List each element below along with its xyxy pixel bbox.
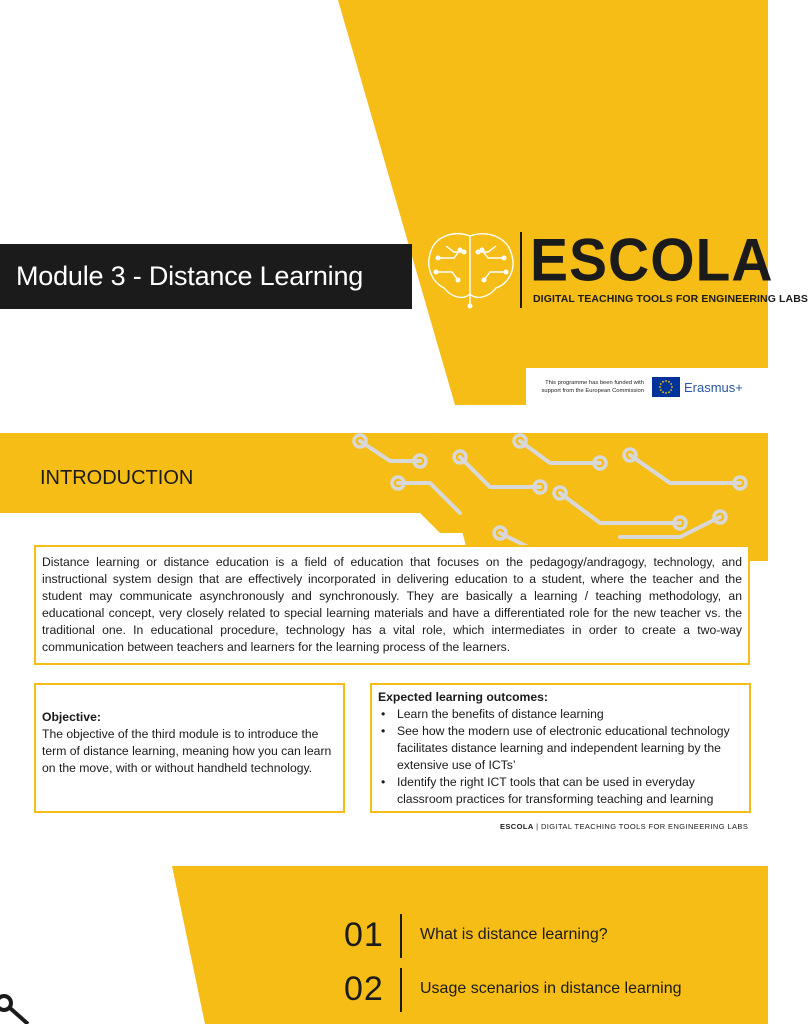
list-item: • Identify the right ICT tools that can be used in everyday classroom practices for transforming teaching and learning <box>378 774 743 808</box>
funding-text <box>526 379 652 395</box>
slide-contents <box>0 866 768 1024</box>
slide-introduction <box>0 433 768 838</box>
logo-wordmark: ESCOLA <box>530 226 774 295</box>
eu-flag-icon <box>652 377 680 397</box>
slide-background <box>0 0 768 405</box>
objective-box <box>34 683 345 813</box>
outcomes-heading: Expected learning outcomes: <box>378 690 548 704</box>
footer-separator: | <box>536 822 539 831</box>
erasmus-label: Erasmus+ <box>684 379 743 395</box>
introduction-heading: INTRODUCTION <box>40 467 194 489</box>
objective-heading: Objective: <box>42 710 101 724</box>
brain-circuit-icon <box>424 228 518 310</box>
toc-item-2[interactable]: Usage scenarios in distance learning <box>420 980 682 997</box>
slide-background <box>0 866 768 1024</box>
slide-footer <box>500 822 748 831</box>
list-item: • See how the modern use of electronic educational technology facilitates distance learning and independent learning by the extensive use of ICTs’ <box>378 723 743 774</box>
toc-divider <box>400 968 402 1012</box>
introduction-box <box>34 545 750 665</box>
toc-item-1[interactable]: What is distance learning? <box>420 926 608 943</box>
key-icon <box>0 996 28 1024</box>
toc-number-2: 02 <box>344 970 384 1008</box>
toc-divider <box>400 914 402 958</box>
footer-tagline: DIGITAL TEACHING TOOLS FOR ENGINEERING LABS <box>540 822 749 831</box>
objective-text: The objective of the third module is to introduce the term of distance learning, meaning how you can learn on the move, with or without handheld technology. <box>42 727 332 775</box>
logo-tagline: DIGITAL TEACHING TOOLS FOR ENGINEERING LABS <box>533 293 808 305</box>
funding-line-1: This programme has been funded with <box>545 380 644 386</box>
funding-banner <box>526 368 768 406</box>
funding-line-2: support from the European Commission <box>541 388 644 394</box>
outcomes-list <box>378 706 743 808</box>
module-title: Module 3 - Distance Learning <box>16 261 364 291</box>
logo-separator <box>520 232 522 308</box>
outcomes-box <box>370 683 751 813</box>
title-bar <box>0 244 412 309</box>
list-item: • Learn the benefits of distance learning <box>378 706 743 723</box>
slide-title <box>0 0 808 405</box>
toc-number-1: 01 <box>344 916 384 954</box>
footer-brand: ESCOLA <box>500 822 534 831</box>
introduction-text: Distance learning or distance education is a field of education that focuses on the pedagogy/andragogy, technology, and instructional system design that are effectively incorporated in delivering education to a student, where the teacher and the student may communicate asynchronously and synchronously. They are basically a learning / teaching methodology, an educational concept, very closely related to special learning materials and have a differentiated role for the new teacher vs. the traditional one. In educational procedure, technology has a vital role, which intermediates in order to create a two-way communication between teachers and learners for the learning process of the learners. <box>42 555 742 654</box>
